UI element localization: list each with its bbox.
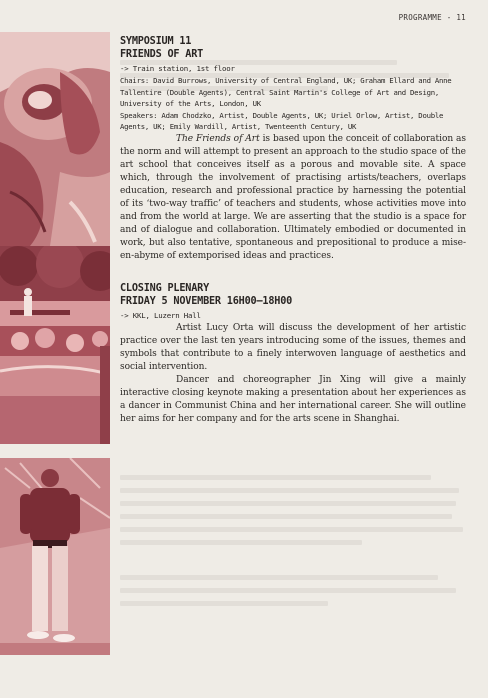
symposium-section	[120, 36, 466, 263]
photo-man-standing	[0, 458, 110, 655]
section-subtitle: FRIDAY 5 NOVEMBER 16H00–18H00	[120, 295, 293, 307]
photo-park	[0, 246, 110, 444]
page-header: PROGRAMME - 11	[398, 13, 466, 22]
paragraph-orta: Artist Lucy Orta will discuss the development of her artistic practice over the last ten years introducing some of the issues, themes and symbols that contribute to a finely interwoven language of aesthetics and social intervention.	[120, 323, 466, 372]
photo-sculpture	[0, 32, 110, 246]
paragraph-jin-xing: Dancer and choreographer Jin Xing will give a mainly interactive closing keynote making a presentation about her experiences as a dancer in Communist China and her international career. She will outline her aims for her company and for the arts scene in Shanghai.	[120, 374, 466, 424]
section-title: SYMPOSIUM 11	[120, 36, 192, 47]
show-through-text	[120, 475, 466, 614]
speakers: Speakers: Adam Chodzko, Artist, Double Agents, UK; Uriel Orlow, Artist, Double Agents, UK; Emily Wardill, Artist, Twenteenth Century, UK	[120, 110, 444, 132]
chairs: Chairs: David Burrows, University of Central England, UK; Graham Ellard and Anne Tallentire (Double Agents), Central Saint Martin's College of Art and Design, University of the Arts, London, UK	[120, 76, 452, 109]
section-title: CLOSING PLENARY	[120, 283, 210, 294]
section-subtitle: FRIENDS OF ART	[120, 48, 204, 60]
description-text: is based upon the conceit of collaboration as the norm and will attempt to present an approach to the studio space of the art school that conceives itself as a porous and movable site. A space which, through the involvement of practising artists/teachers, overlaps education, research and professional practice by harnessing the potential of its ‘two-way traffic’ of teachers and students, whose activities move into and from the world at large. We are asserting that the studio is a space for and of dialogue and collaboration. Ultimately embodied or documented in work, but also tentative, spontaneous and prepositional to produce a mise-en-abyme of extemporised ideas and practices.	[120, 133, 466, 261]
description	[120, 133, 466, 263]
work-title: The Friends of Art	[176, 133, 260, 144]
location: -> KKL, Luzern Hall	[120, 311, 201, 320]
plenary-section	[120, 283, 466, 426]
location: -> Train station, 1st floor	[120, 64, 235, 73]
